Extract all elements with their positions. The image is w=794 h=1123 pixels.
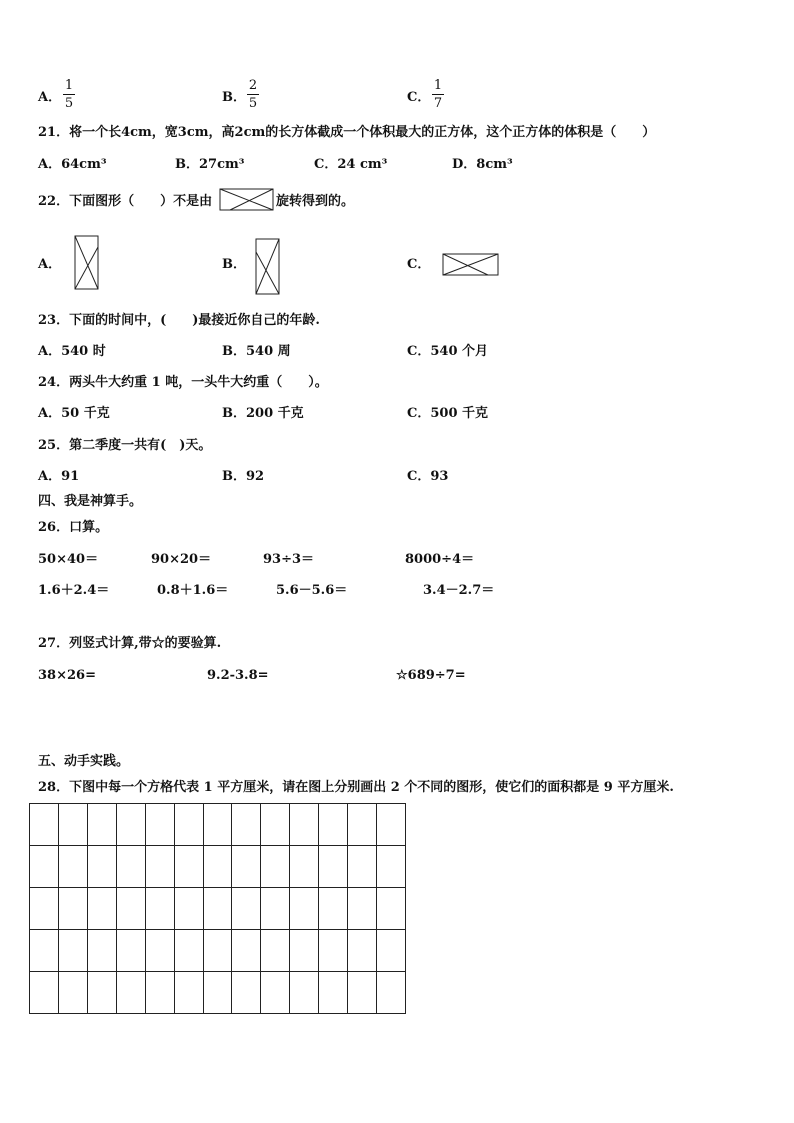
grid-cell[interactable]: [87, 846, 116, 888]
grid-cell[interactable]: [348, 846, 377, 888]
denominator: 5: [64, 96, 74, 111]
grid-cell[interactable]: [145, 804, 174, 846]
q23-option-b: B．540 周: [222, 344, 291, 359]
q22-option-a-label: A．: [38, 257, 62, 272]
grid-cell[interactable]: [58, 930, 87, 972]
q25-option-c: C．93: [407, 469, 449, 484]
q21-option-c: C．24 cm³: [314, 157, 388, 172]
q26-expr: 5.6－5.6＝: [276, 583, 348, 598]
q24-stem: 24．两头牛大约重 1 吨，一头牛大约重（ ）。: [38, 375, 328, 390]
grid-cell[interactable]: [377, 972, 406, 1014]
fraction: [247, 78, 259, 111]
grid-cell[interactable]: [87, 972, 116, 1014]
grid-cell[interactable]: [319, 888, 348, 930]
q26-expr: 93÷3＝: [263, 552, 315, 567]
q24-option-c: C．500 千克: [407, 406, 489, 421]
grid-cell[interactable]: [174, 888, 203, 930]
numerator: 1: [433, 78, 443, 93]
grid-row: [30, 930, 406, 972]
grid-cell[interactable]: [116, 930, 145, 972]
q21-stem: 21．将一个长4cm，宽3cm，高2cm的长方体截成一个体积最大的正方体，这个正方体的体积是（ ）: [38, 125, 656, 140]
grid-cell[interactable]: [116, 972, 145, 1014]
option-letter: C．: [407, 90, 431, 105]
grid-cell[interactable]: [30, 972, 59, 1014]
grid-cell[interactable]: [319, 804, 348, 846]
grid-cell[interactable]: [145, 888, 174, 930]
grid-cell[interactable]: [174, 972, 203, 1014]
grid-cell[interactable]: [203, 972, 232, 1014]
q26-stem: 26．口算。: [38, 520, 109, 535]
grid-cell[interactable]: [261, 972, 290, 1014]
grid-cell[interactable]: [319, 846, 348, 888]
grid-cell[interactable]: [348, 930, 377, 972]
grid-cell[interactable]: [319, 972, 348, 1014]
q22-reference-figure: [219, 188, 275, 212]
q26-expr: 1.6＋2.4＝: [38, 583, 110, 598]
grid-row: [30, 804, 406, 846]
q25-option-a: A．91: [38, 469, 80, 484]
grid-cell[interactable]: [290, 804, 319, 846]
option-letter: A．: [38, 90, 62, 105]
denominator: 5: [248, 96, 258, 111]
q22-option-b-figure: [255, 238, 281, 296]
grid-cell[interactable]: [87, 888, 116, 930]
grid-cell[interactable]: [348, 888, 377, 930]
q28-stem: 28．下图中每一个方格代表 1 平方厘米，请在图上分别画出 2 个不同的图形，使它们的面积都是 9 平方厘米.: [38, 780, 674, 795]
q22-option-a-figure: [74, 235, 100, 291]
q23-stem: 23．下面的时间中，( )最接近你自己的年龄.: [38, 313, 320, 328]
q22-stem-before: 22．下面图形（ ）不是由: [38, 194, 213, 209]
q27-item: ☆689÷7=: [396, 668, 466, 683]
grid-cell[interactable]: [87, 930, 116, 972]
q28-square-grid[interactable]: [29, 803, 406, 1014]
grid-cell[interactable]: [261, 888, 290, 930]
q27-item: 38×26=: [38, 668, 96, 683]
fraction: [432, 78, 444, 111]
grid-cell[interactable]: [174, 846, 203, 888]
grid-cell[interactable]: [203, 930, 232, 972]
q26-expr: 50×40＝: [38, 552, 99, 567]
grid-cell[interactable]: [30, 888, 59, 930]
grid-cell[interactable]: [116, 846, 145, 888]
q22-option-c-figure: [442, 253, 500, 277]
grid-cell[interactable]: [377, 804, 406, 846]
grid-cell[interactable]: [116, 888, 145, 930]
grid-cell[interactable]: [58, 804, 87, 846]
grid-cell[interactable]: [348, 972, 377, 1014]
q27-stem: 27．列竖式计算,带☆的要验算.: [38, 636, 222, 651]
q22-stem-after: 旋转得到的。: [276, 194, 355, 209]
grid-cell[interactable]: [261, 804, 290, 846]
grid-cell[interactable]: [145, 972, 174, 1014]
q27-item: 9.2-3.8=: [207, 668, 269, 683]
grid-cell[interactable]: [290, 972, 319, 1014]
numerator: 1: [64, 78, 74, 93]
grid-cell[interactable]: [58, 846, 87, 888]
grid-row: [30, 846, 406, 888]
grid-cell[interactable]: [116, 804, 145, 846]
grid-row: [30, 888, 406, 930]
grid-cell[interactable]: [232, 804, 261, 846]
grid-cell[interactable]: [290, 888, 319, 930]
section-4-heading: 四、我是神算手。: [38, 494, 143, 509]
grid-cell[interactable]: [58, 972, 87, 1014]
fraction: [63, 78, 75, 111]
grid-cell[interactable]: [30, 846, 59, 888]
grid-cell[interactable]: [203, 846, 232, 888]
grid-cell[interactable]: [58, 888, 87, 930]
denominator: 7: [433, 96, 443, 111]
grid-cell[interactable]: [377, 846, 406, 888]
q22-option-c-label: C．: [407, 257, 431, 272]
grid-cell[interactable]: [377, 888, 406, 930]
grid-cell[interactable]: [174, 804, 203, 846]
grid-cell[interactable]: [203, 804, 232, 846]
grid-cell[interactable]: [232, 972, 261, 1014]
q26-expr: 90×20＝: [151, 552, 212, 567]
grid-cell[interactable]: [261, 930, 290, 972]
q23-option-c: C．540 个月: [407, 344, 489, 359]
grid-row: [30, 972, 406, 1014]
option-letter: B．: [222, 90, 246, 105]
grid-cell[interactable]: [30, 930, 59, 972]
grid-cell[interactable]: [30, 804, 59, 846]
grid-cell[interactable]: [377, 930, 406, 972]
numerator: 2: [248, 78, 258, 93]
q26-expr: 8000÷4＝: [405, 552, 475, 567]
q25-option-b: B．92: [222, 469, 265, 484]
section-5-heading: 五、动手实践。: [38, 754, 130, 769]
q25-stem: 25．第二季度一共有( )天。: [38, 438, 212, 453]
q26-expr: 3.4－2.7＝: [423, 583, 495, 598]
grid-cell[interactable]: [319, 930, 348, 972]
grid-cell[interactable]: [203, 888, 232, 930]
grid-cell[interactable]: [290, 930, 319, 972]
grid-cell[interactable]: [348, 804, 377, 846]
grid-cell[interactable]: [87, 804, 116, 846]
q24-option-a: A．50 千克: [38, 406, 110, 421]
grid-cell[interactable]: [174, 930, 203, 972]
q21-option-a: A．64cm³: [38, 157, 107, 172]
q24-option-b: B．200 千克: [222, 406, 304, 421]
q26-expr: 0.8＋1.6＝: [157, 583, 229, 598]
grid-cell[interactable]: [145, 846, 174, 888]
grid-cell[interactable]: [261, 846, 290, 888]
grid-cell[interactable]: [232, 888, 261, 930]
q23-option-a: A．540 时: [38, 344, 106, 359]
grid-cell[interactable]: [290, 846, 319, 888]
grid-cell[interactable]: [145, 930, 174, 972]
q22-option-b-label: B．: [222, 257, 246, 272]
grid-cell[interactable]: [232, 846, 261, 888]
q21-option-b: B．27cm³: [175, 157, 245, 172]
q21-option-d: D．8cm³: [452, 157, 513, 172]
grid-cell[interactable]: [232, 930, 261, 972]
